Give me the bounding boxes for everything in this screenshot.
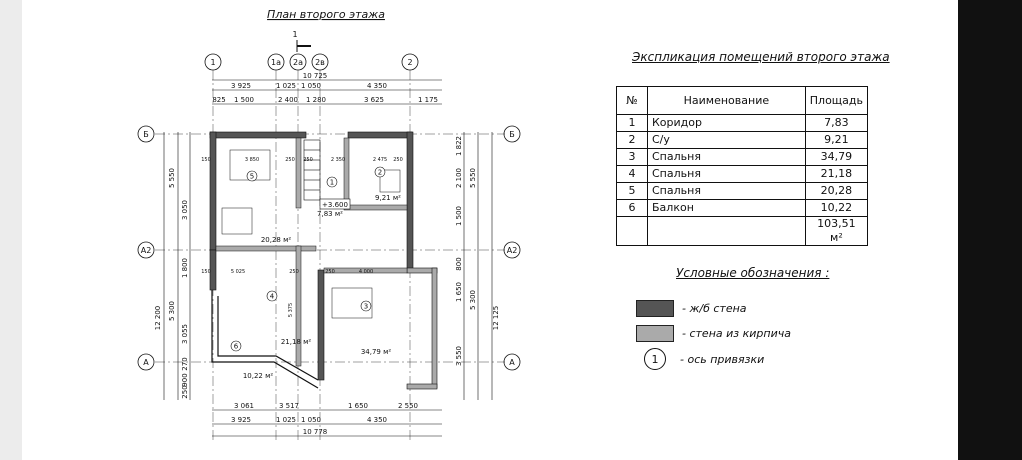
header-name: Наименование bbox=[648, 87, 806, 115]
room-label bbox=[375, 167, 401, 202]
row-area: 9,21 bbox=[805, 132, 867, 149]
legend-item-axis bbox=[636, 348, 764, 370]
room-label bbox=[247, 171, 291, 244]
legend-item-rc-wall bbox=[636, 300, 747, 317]
row-num: 2 bbox=[617, 132, 648, 149]
dim-text: 270 bbox=[181, 357, 189, 371]
dim-text: 1 025 bbox=[275, 82, 297, 90]
dim-text: 1 175 bbox=[417, 96, 439, 104]
dim-text: 4 000 bbox=[358, 269, 374, 275]
dim-text: 3 550 bbox=[455, 345, 463, 367]
row-name: Спальня bbox=[648, 183, 806, 200]
row-num: 6 bbox=[617, 200, 648, 217]
dim-text: 800 bbox=[455, 257, 463, 271]
table-header-row bbox=[617, 87, 868, 115]
axis-marker bbox=[402, 54, 418, 70]
table-row bbox=[617, 115, 868, 132]
row-area: 34,79 bbox=[805, 149, 867, 166]
dim-text: 5 300 bbox=[469, 289, 477, 311]
header-area: Площадь bbox=[805, 87, 867, 115]
rc-wall-swatch-icon bbox=[636, 300, 674, 317]
room-number: 4 bbox=[269, 292, 275, 301]
dim-text: 2 475 bbox=[372, 157, 388, 163]
dim-text: 3 517 bbox=[278, 402, 300, 410]
room-area: 20,28 м² bbox=[260, 236, 292, 244]
room-area: 21,18 м² bbox=[280, 338, 312, 346]
dim-text: 1 500 bbox=[233, 96, 255, 104]
row-area: 10,22 bbox=[805, 200, 867, 217]
axis-label: А2 bbox=[140, 246, 152, 255]
stair-flight bbox=[304, 140, 320, 200]
room-area: 34,79 м² bbox=[360, 348, 392, 356]
table-row bbox=[617, 183, 868, 200]
dim-text: 5 300 bbox=[168, 300, 176, 322]
axis-markers-side bbox=[138, 126, 520, 370]
room-area: 7,83 м² bbox=[317, 210, 343, 218]
legend-title: Условные обозначения : bbox=[676, 266, 830, 280]
room-label bbox=[317, 177, 343, 218]
dim-text: 250 bbox=[285, 157, 295, 163]
axis-label: 2а bbox=[293, 58, 303, 67]
row-name: С/у bbox=[648, 132, 806, 149]
row-area: 7,83 bbox=[805, 115, 867, 132]
axis-label: Б bbox=[143, 130, 149, 139]
room-number: 3 bbox=[363, 302, 369, 311]
room-labels bbox=[231, 167, 401, 380]
axis-marker bbox=[268, 54, 284, 70]
dim-text: 5 550 bbox=[469, 167, 477, 189]
axis-label: 2 bbox=[407, 58, 413, 67]
brick-wall-swatch-icon bbox=[636, 325, 674, 342]
room-area: 9,21 м² bbox=[375, 194, 401, 202]
svg-text:1: 1 bbox=[292, 30, 298, 39]
table-row bbox=[617, 166, 868, 183]
dim-text: 150 bbox=[201, 157, 211, 163]
axis-label: 2в bbox=[315, 58, 325, 67]
section-mark-top bbox=[292, 30, 311, 52]
dim-text: 3 925 bbox=[230, 82, 252, 90]
dim-text: 900 bbox=[181, 373, 189, 387]
dim-text: 3 050 bbox=[181, 199, 189, 221]
room-area: 10,22 м² bbox=[242, 372, 274, 380]
dim-overall-top: 10 725 bbox=[302, 72, 328, 80]
dim-text: 4 350 bbox=[366, 416, 388, 424]
right-gutter bbox=[958, 0, 1022, 460]
axis-marker bbox=[138, 242, 154, 258]
plan-title: План второго этажа bbox=[267, 8, 385, 21]
row-num: 3 bbox=[617, 149, 648, 166]
row-area: 20,28 bbox=[805, 183, 867, 200]
dim-text: 3 850 bbox=[244, 157, 260, 163]
table-total-row bbox=[617, 217, 868, 246]
row-name: Балкон bbox=[648, 200, 806, 217]
axis-label: А2 bbox=[506, 246, 518, 255]
dim-overall-right: 12 125 bbox=[492, 305, 500, 331]
header-num: № bbox=[617, 87, 648, 115]
total-name bbox=[648, 217, 806, 246]
dim-text: 5 025 bbox=[230, 269, 246, 275]
outer-walls bbox=[210, 132, 437, 389]
row-num: 1 bbox=[617, 115, 648, 132]
dim-text: 150 bbox=[201, 269, 211, 275]
dim-text: 2 550 bbox=[397, 402, 419, 410]
axis-marker bbox=[290, 54, 306, 70]
dim-text: 1 050 bbox=[300, 82, 322, 90]
axis-label: Б bbox=[509, 130, 515, 139]
dim-text: 825 bbox=[212, 96, 226, 104]
dim-text: 4 350 bbox=[366, 82, 388, 90]
explication-title: Экспликация помещений второго этажа bbox=[632, 50, 890, 64]
dim-text: 250 bbox=[181, 385, 189, 399]
legend-label: - ж/б стена bbox=[682, 302, 747, 315]
dim-text: 250 bbox=[325, 269, 335, 275]
svg-text:+3.600: +3.600 bbox=[322, 201, 348, 209]
axis-markers-top bbox=[205, 54, 418, 70]
room-label bbox=[231, 341, 273, 380]
legend-label: - ось привязки bbox=[680, 352, 765, 366]
row-num: 4 bbox=[617, 166, 648, 183]
dim-text: 3 055 bbox=[181, 323, 189, 345]
dimension-lines bbox=[155, 70, 505, 440]
axis-marker bbox=[504, 126, 520, 142]
dim-text: 1 822 bbox=[455, 135, 463, 157]
dim-overall-bottom: 10 778 bbox=[302, 428, 328, 436]
dim-text: 1 050 bbox=[300, 416, 322, 424]
dim-overall-left: 12 200 bbox=[154, 305, 162, 331]
table-row bbox=[617, 132, 868, 149]
dim-text: 2 350 bbox=[330, 157, 346, 163]
row-name: Спальня bbox=[648, 149, 806, 166]
axis-label: А bbox=[509, 358, 515, 367]
axis-marker bbox=[504, 242, 520, 258]
dim-text: 250 bbox=[393, 157, 403, 163]
row-name: Спальня bbox=[648, 166, 806, 183]
dim-text: 3 061 bbox=[233, 402, 255, 410]
room-number: 2 bbox=[377, 168, 383, 177]
axis-marker bbox=[504, 354, 520, 370]
dim-text: 3 925 bbox=[230, 416, 252, 424]
explication-table bbox=[616, 86, 868, 246]
dim-text: 5 375 bbox=[288, 302, 294, 318]
row-num: 5 bbox=[617, 183, 648, 200]
axis-label: 1 bbox=[210, 58, 216, 67]
room-number: 5 bbox=[249, 172, 255, 181]
dim-text: 1 650 bbox=[455, 281, 463, 303]
axis-marker bbox=[138, 354, 154, 370]
total-area: 103,51 м² bbox=[805, 217, 867, 246]
dim-text: 1 500 bbox=[455, 205, 463, 227]
total-num bbox=[617, 217, 648, 246]
axis-marker bbox=[138, 126, 154, 142]
dim-text: 2 400 bbox=[277, 96, 299, 104]
dim-text: 5 550 bbox=[168, 167, 176, 189]
dim-text: 1 280 bbox=[305, 96, 327, 104]
dim-text: 250 bbox=[303, 157, 313, 163]
axis-marker bbox=[205, 54, 221, 70]
room-label bbox=[267, 291, 311, 346]
dim-text: 1 800 bbox=[181, 257, 189, 279]
dimension-texts bbox=[154, 72, 500, 436]
dim-text: 3 625 bbox=[363, 96, 385, 104]
room-number: 6 bbox=[233, 342, 239, 351]
axis-marker bbox=[312, 54, 328, 70]
dim-text: 1 650 bbox=[347, 402, 369, 410]
dim-text: 1 025 bbox=[275, 416, 297, 424]
dim-text: 250 bbox=[289, 269, 299, 275]
axis-circle-icon: 1 bbox=[644, 348, 666, 370]
table-row bbox=[617, 200, 868, 217]
room-label bbox=[361, 301, 392, 356]
legend-label: - стена из кирпича bbox=[682, 327, 791, 340]
dim-text: 2 100 bbox=[455, 167, 463, 189]
room-number: 1 bbox=[329, 178, 335, 187]
table-row bbox=[617, 149, 868, 166]
axis-label: 1а bbox=[271, 58, 281, 67]
axis-label: А bbox=[143, 358, 149, 367]
row-name: Коридор bbox=[648, 115, 806, 132]
level-mark bbox=[320, 199, 350, 209]
row-area: 21,18 bbox=[805, 166, 867, 183]
legend-item-brick-wall bbox=[636, 325, 791, 342]
